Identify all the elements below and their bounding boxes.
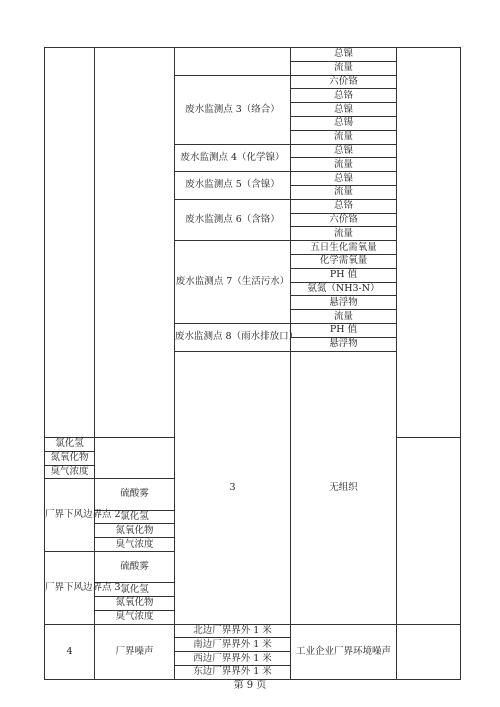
remark-cell [397,48,461,438]
point-cell: 厂界下风边界点 2 [45,479,95,552]
item-cell: 氮氧化物 [95,524,175,538]
item-cell: 总镍 [291,103,397,117]
point-cell: 废水监测点 5（含镍） [175,172,291,200]
point-cell [175,48,291,76]
type-cell: 无组织 [291,351,397,624]
page-number: 第 9 页 [233,680,267,691]
point-cell: 废水监测点 4（化学镍） [175,144,291,172]
item-cell: 流量 [291,61,397,75]
item-cell: 氨氮（NH3-N） [291,282,397,296]
item-cell: 氮氧化物 [95,596,175,610]
remark-cell [397,624,461,679]
item-cell: 化学需氧量 [291,254,397,268]
type-cell: 厂界噪声 [95,624,175,679]
point-cell: 废水监测点 7（生活污水） [175,241,291,324]
item-cell: 总锡 [291,116,397,130]
point-cell: 厂界下风边界点 3 [45,551,95,624]
item-cell: PH 值 [291,323,397,337]
seq-cell: 3 [175,351,291,624]
item-cell: 氯化氢 [95,510,175,524]
item-cell: 臭气浓度 [45,465,95,479]
item-cell: 六价铬 [291,75,397,89]
item-cell: 流量 [291,185,397,199]
table-row [45,48,461,62]
item-cell: 氯化氢 [45,437,95,451]
item-cell: 硫酸雾 [95,551,175,582]
point-cell: 西边厂界界外 1 米 [175,652,291,666]
point-cell: 东边厂界界外 1 米 [175,665,291,679]
item-cell: 工业企业厂界环境噪声 [291,624,397,679]
item-cell: 流量 [291,310,397,324]
point-cell: 南边厂界界外 1 米 [175,638,291,652]
monitoring-table [44,47,461,680]
point-cell: 废水监测点 8（雨水排放口） [175,323,291,351]
item-cell: 硫酸雾 [95,479,175,510]
point-cell: 北边厂界界外 1 米 [175,624,291,638]
type-cell [95,48,175,438]
item-cell: 六价铬 [291,213,397,227]
item-cell: 氮氧化物 [45,451,95,465]
item-cell: 流量 [291,227,397,241]
item-cell: 总镍 [291,48,397,62]
seq-cell [45,48,95,438]
item-cell: 悬浮物 [291,337,397,351]
item-cell: 流量 [291,158,397,172]
point-cell: 废水监测点 3（络合） [175,75,291,144]
item-cell: 五日生化需氧量 [291,241,397,255]
item-cell: 流量 [291,130,397,144]
item-cell: 臭气浓度 [95,538,175,552]
item-cell: 总铬 [291,89,397,103]
item-cell: PH 值 [291,268,397,282]
item-cell: 悬浮物 [291,296,397,310]
point-cell: 废水监测点 6（含铬） [175,199,291,240]
item-cell: 氯化氢 [95,583,175,597]
table-row [45,624,461,638]
item-cell: 总镍 [291,144,397,158]
item-cell: 总镍 [291,172,397,186]
seq-cell: 4 [45,624,95,679]
item-cell: 臭气浓度 [95,610,175,624]
item-cell: 总铬 [291,199,397,213]
